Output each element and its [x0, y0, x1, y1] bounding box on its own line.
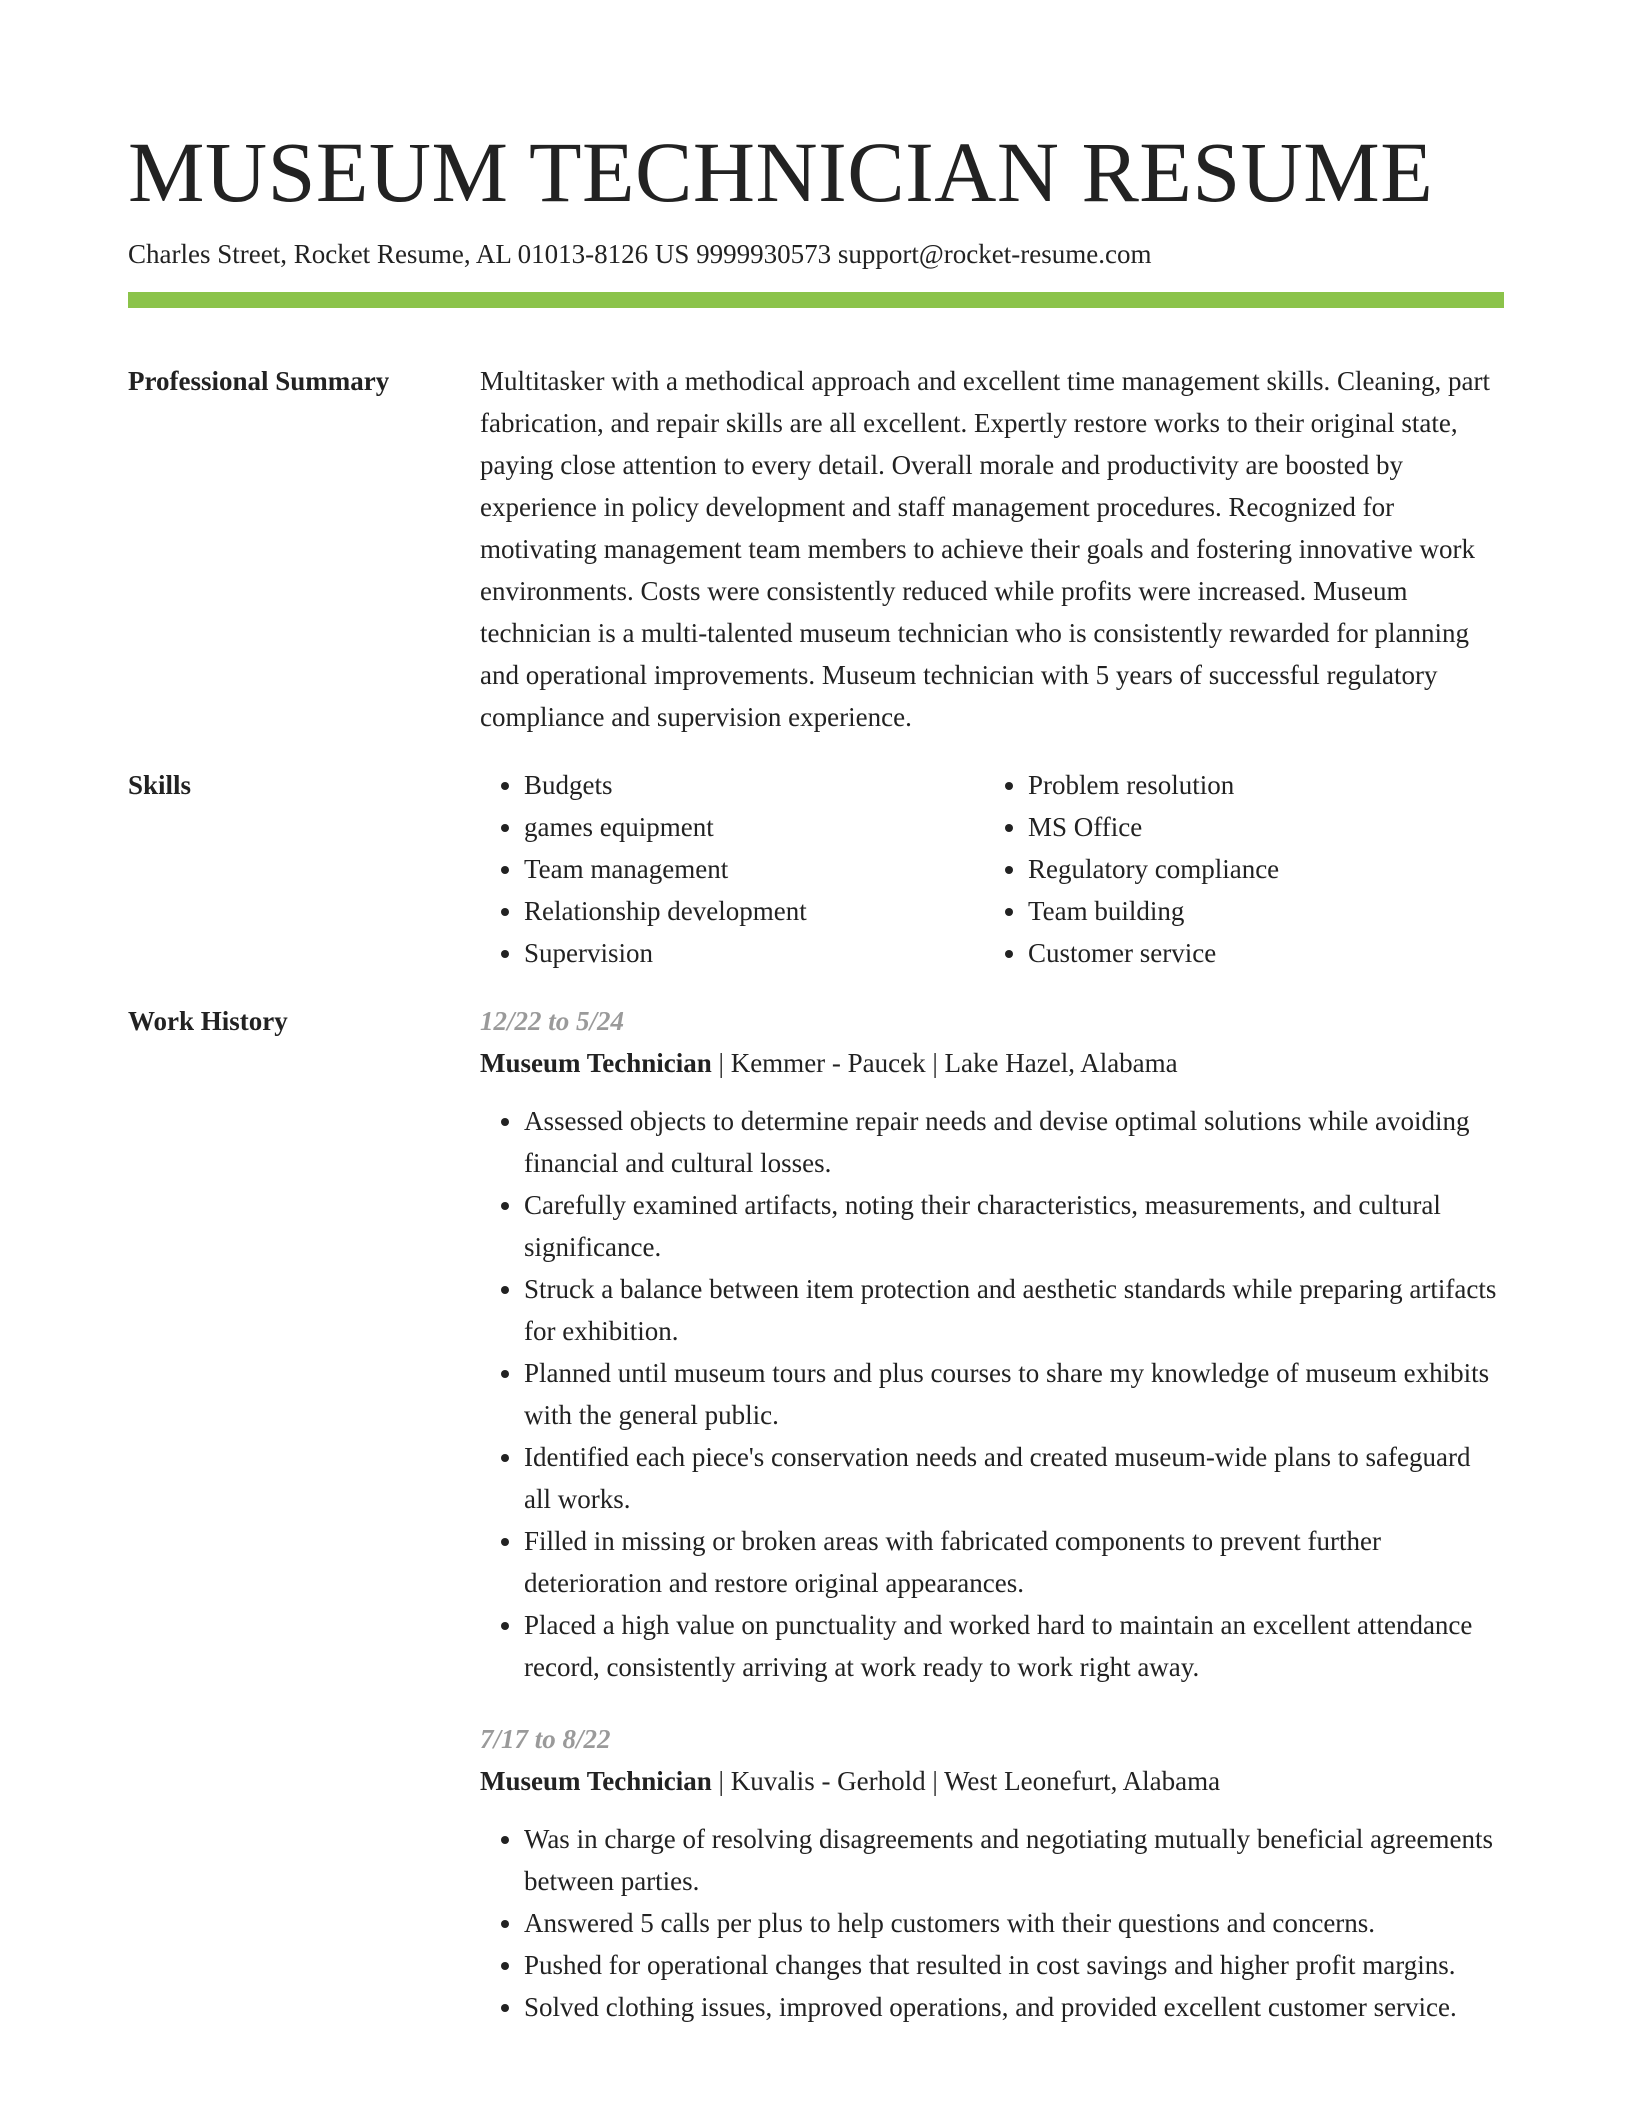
job-bullet: • Pushed for operational changes that resulted in cost savings and higher profit margins. [524, 1944, 1504, 1986]
accent-divider [128, 292, 1504, 308]
job-bullet: • Assessed objects to determine repair needs and devise optimal solutions while avoiding financial and cultural losses. [524, 1100, 1504, 1184]
job-dates: 7/17 to 8/22 [480, 1724, 611, 1754]
skills-list-left [480, 764, 984, 974]
summary-text: Multitasker with a methodical approach and excellent time management skills. Cleaning, part fabrication, and repair skills are all excellent. Expertly restore works to their original state, paying close attention to every detail. Overall morale and productivity are boosted by experience in policy development and staff management procedures. Recognized for motivating management team members to achieve their goals and fostering innovative work environments. Costs were consistently reduced while profits were increased. Museum technician is a multi-talented museum technician who is consistently rewarded for planning and operational improvements. Museum technician with 5 years of successful regulatory compliance and supervision experience. [480, 366, 1490, 732]
work-history-section [128, 1000, 1504, 2028]
skill-item: • Team building [1028, 890, 1488, 932]
skill-item: • Team management [524, 848, 984, 890]
job-entry [480, 1718, 1504, 2028]
job-bullets [480, 1100, 1504, 1688]
skill-item: • games equipment [524, 806, 984, 848]
job-bullet: • Carefully examined artifacts, noting their characteristics, measurements, and cultural significance. [524, 1184, 1504, 1268]
job-details: | Kuvalis - Gerhold | West Leonefurt, Alabama [711, 1766, 1221, 1796]
skill-item: • Relationship development [524, 890, 984, 932]
skill-item: • Regulatory compliance [1028, 848, 1488, 890]
skill-item: • Supervision [524, 932, 984, 974]
section-heading-skills: Skills [128, 770, 192, 800]
section-heading-work-history: Work History [128, 1006, 288, 1036]
skills-section [128, 764, 1504, 974]
job-bullet: • Planned until museum tours and plus courses to share my knowledge of museum exhibits with the general public. [524, 1352, 1504, 1436]
skills-list-right [984, 764, 1488, 974]
skill-item: • Budgets [524, 764, 984, 806]
job-dates: 12/22 to 5/24 [480, 1006, 625, 1036]
job-title: Museum Technician [480, 1048, 712, 1078]
contact-info: Charles Street, Rocket Resume, AL 01013-8126 US 9999930573 support@rocket-resume.com [128, 239, 1152, 269]
resume-page [128, 0, 1504, 2028]
job-bullet: • Placed a high value on punctuality and worked hard to maintain an excellent attendance record, consistently arriving at work ready to work right away. [524, 1604, 1504, 1688]
resume-title: MUSEUM TECHNICIAN RESUME [128, 124, 1434, 220]
section-heading-summary: Professional Summary [128, 366, 390, 396]
job-heading [480, 1042, 1504, 1084]
skill-item: • Customer service [1028, 932, 1488, 974]
job-bullet: • Filled in missing or broken areas with fabricated components to prevent further deterioration and restore original appearances. [524, 1520, 1504, 1604]
skill-item: • Problem resolution [1028, 764, 1488, 806]
skill-item: • MS Office [1028, 806, 1488, 848]
job-bullets [480, 1818, 1504, 2028]
job-bullet: • Was in charge of resolving disagreements and negotiating mutually beneficial agreements between parties. [524, 1818, 1504, 1902]
job-bullet: • Answered 5 calls per plus to help customers with their questions and concerns. [524, 1902, 1504, 1944]
job-entry [480, 1000, 1504, 1688]
job-details: | Kemmer - Paucek | Lake Hazel, Alabama [711, 1048, 1178, 1078]
job-heading [480, 1760, 1504, 1802]
job-bullet: • Identified each piece's conservation needs and created museum-wide plans to safeguard all works. [524, 1436, 1504, 1520]
job-title: Museum Technician [480, 1766, 712, 1796]
summary-section [128, 360, 1504, 738]
job-bullet: • Struck a balance between item protection and aesthetic standards while preparing artifacts for exhibition. [524, 1268, 1504, 1352]
job-bullet: • Solved clothing issues, improved operations, and provided excellent customer service. [524, 1986, 1504, 2028]
